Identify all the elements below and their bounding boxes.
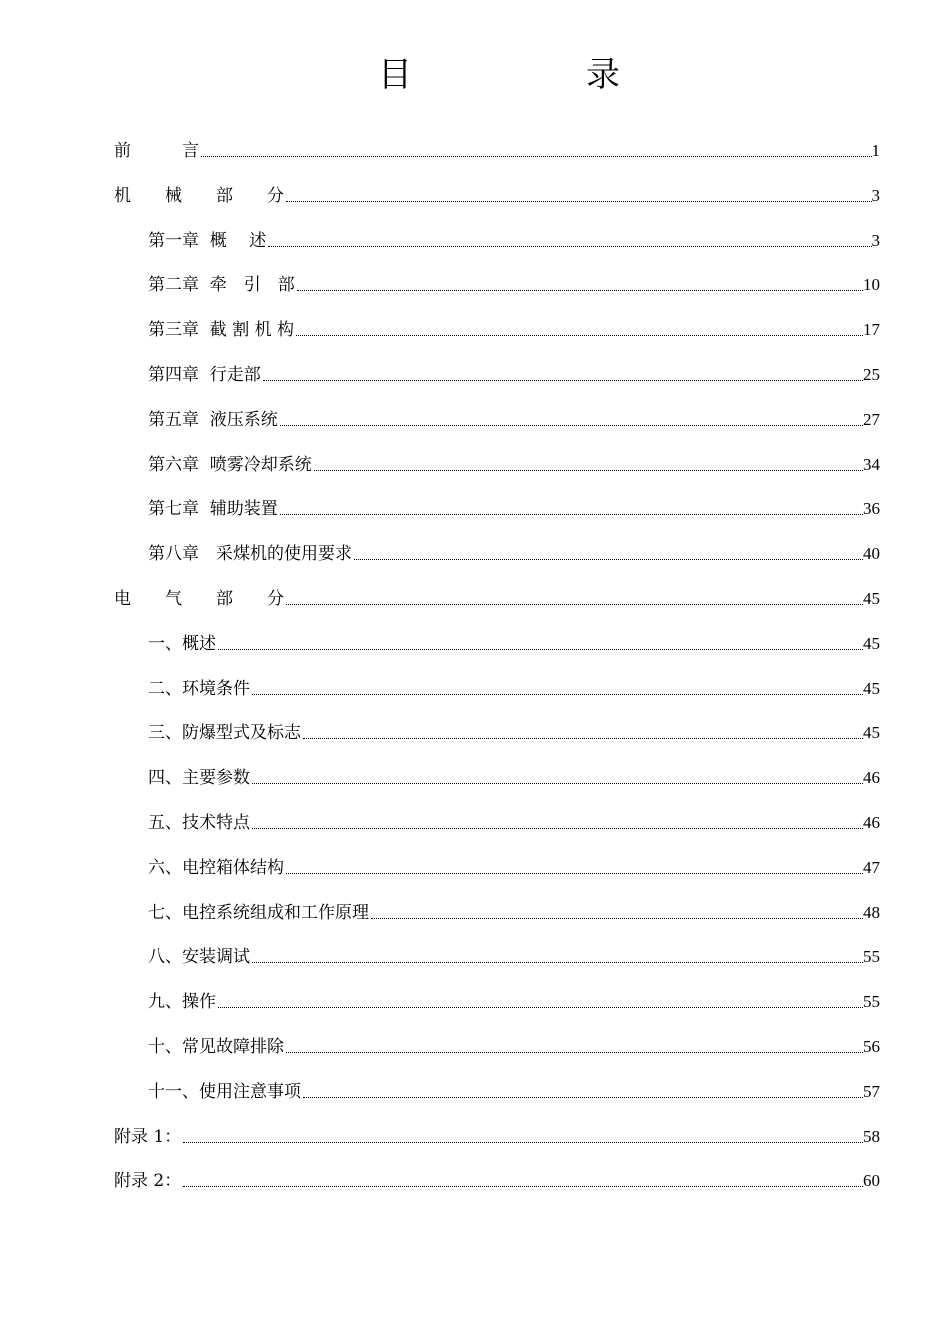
toc-entry-label: 三、防爆型式及标志 xyxy=(148,723,301,744)
toc-dot-leader xyxy=(286,603,863,605)
toc-entry-page-number: 58 xyxy=(863,1126,880,1146)
toc-entry-page-number: 56 xyxy=(863,1037,880,1056)
toc-entry-page-number: 47 xyxy=(863,857,880,877)
toc-entry-label: 九、操作 xyxy=(148,992,216,1013)
toc-entry[interactable] xyxy=(148,880,880,924)
toc-entry-label: 二、环境条件 xyxy=(148,678,250,699)
toc-entry-page-number: 34 xyxy=(863,454,880,474)
toc-dot-leader xyxy=(183,1185,863,1187)
toc-entry-page-number: 27 xyxy=(863,409,880,429)
toc-dot-leader xyxy=(286,872,863,874)
toc-entry-page-number: 3 xyxy=(871,230,880,250)
toc-entry-page-number: 60 xyxy=(863,1171,880,1191)
toc-entry[interactable] xyxy=(148,476,880,520)
toc-title xyxy=(0,50,950,100)
toc-entry-label: 前 言 xyxy=(114,141,199,161)
toc-entry[interactable] xyxy=(148,969,880,1013)
toc-entry-label: 七、电控系统组成和工作原理 xyxy=(148,902,369,923)
toc-dot-leader xyxy=(297,289,863,291)
toc-entry[interactable] xyxy=(148,1014,880,1058)
toc-entry-page-number: 25 xyxy=(863,365,880,384)
toc-entry[interactable] xyxy=(148,297,880,341)
toc-entry-label: 十一、使用注意事项 xyxy=(148,1081,301,1102)
toc-entry-page-number: 48 xyxy=(863,902,880,922)
toc-entry-page-number: 55 xyxy=(863,947,880,967)
toc-dot-leader xyxy=(252,693,863,695)
toc-entry-page-number: 3 xyxy=(871,185,880,205)
toc-entry[interactable] xyxy=(148,521,880,565)
toc-entry-label: 附录 2： xyxy=(114,1171,182,1192)
toc-entry-page-number: 55 xyxy=(863,992,880,1012)
toc-dot-leader xyxy=(286,1051,863,1053)
toc-entry-label: 电 气 部 分 xyxy=(114,589,284,609)
toc-entry[interactable] xyxy=(148,924,880,968)
toc-entry[interactable] xyxy=(148,432,880,476)
toc-dot-leader xyxy=(252,782,863,784)
toc-entry[interactable] xyxy=(148,835,880,879)
toc-entry-page-number: 45 xyxy=(863,723,880,743)
toc-dot-leader xyxy=(268,245,871,247)
toc-entry-label: 四、主要参数 xyxy=(148,768,250,789)
toc-entry-label: 附录 1： xyxy=(114,1126,182,1147)
toc-entry[interactable] xyxy=(114,163,880,207)
toc-dot-leader xyxy=(183,1141,863,1143)
toc-dot-leader xyxy=(252,827,863,829)
toc-dot-leader xyxy=(218,648,863,650)
toc-entry[interactable] xyxy=(148,252,880,296)
toc-entry-page-number: 46 xyxy=(863,768,880,788)
toc-entry-label: 第一章 概 述 xyxy=(148,230,267,251)
toc-title-char-1: 目 xyxy=(378,55,412,95)
toc-entry-label: 八、安装调试 xyxy=(148,947,250,968)
toc-entry-page-number: 45 xyxy=(863,633,880,653)
toc-entry[interactable] xyxy=(148,611,880,655)
toc-entry[interactable] xyxy=(148,1059,880,1103)
toc-entry[interactable] xyxy=(148,700,880,744)
toc-entry-page-number: 45 xyxy=(863,678,880,698)
toc-entry-label: 第七章 辅助装置 xyxy=(148,499,278,520)
toc-entry-page-number: 57 xyxy=(863,1081,880,1101)
toc-dot-leader xyxy=(218,1006,863,1008)
toc-entry-label: 第二章 牵 引 部 xyxy=(148,275,295,296)
toc-entry-page-number: 36 xyxy=(863,499,880,519)
toc-entry-page-number: 40 xyxy=(863,544,880,564)
toc-dot-leader xyxy=(201,155,872,157)
toc-entry-page-number: 17 xyxy=(863,320,880,340)
toc-entry-label: 十、常见故障排除 xyxy=(148,1037,284,1057)
toc-entry[interactable] xyxy=(114,1104,880,1148)
toc-dot-leader xyxy=(303,737,863,739)
toc-entry-label: 第八章 采煤机的使用要求 xyxy=(148,544,352,565)
toc-entry-label: 六、电控箱体结构 xyxy=(148,857,284,878)
toc-entry[interactable] xyxy=(148,656,880,700)
toc-dot-leader xyxy=(303,1096,863,1098)
toc-entry-page-number: 46 xyxy=(863,813,880,832)
toc-dot-leader xyxy=(354,558,863,560)
toc-entry-page-number: 45 xyxy=(863,589,880,608)
toc-entry-label: 第四章 行走部 xyxy=(148,365,261,385)
toc-dot-leader xyxy=(280,513,863,515)
toc-dot-leader xyxy=(280,424,863,426)
toc-dot-leader xyxy=(314,469,863,471)
toc-entry[interactable] xyxy=(148,208,880,252)
toc-entry-label: 机 械 部 分 xyxy=(114,185,284,206)
toc-dot-leader xyxy=(296,334,863,336)
toc-dot-leader xyxy=(252,961,863,963)
toc-entry[interactable] xyxy=(114,566,880,610)
toc-entry[interactable] xyxy=(114,118,880,162)
toc-entry-page-number: 1 xyxy=(871,141,880,160)
toc-entry[interactable] xyxy=(148,745,880,789)
toc-entry-label: 第三章 截 割 机 构 xyxy=(148,320,295,341)
toc-entry-label: 一、概述 xyxy=(148,633,216,654)
toc-dot-leader xyxy=(263,379,863,381)
toc-entry[interactable] xyxy=(148,342,880,386)
toc-entry-label: 第六章 喷雾冷却系统 xyxy=(148,454,312,475)
toc-entry[interactable] xyxy=(114,1148,880,1192)
toc-entry-label: 第五章 液压系统 xyxy=(148,409,278,430)
toc-entry-page-number: 10 xyxy=(863,275,880,295)
toc-dot-leader xyxy=(286,200,872,202)
toc-entry[interactable] xyxy=(148,790,880,834)
toc-title-char-2: 录 xyxy=(586,55,620,95)
toc-entry[interactable] xyxy=(148,387,880,431)
toc-dot-leader xyxy=(371,917,863,919)
toc-entry-label: 五、技术特点 xyxy=(148,813,250,833)
